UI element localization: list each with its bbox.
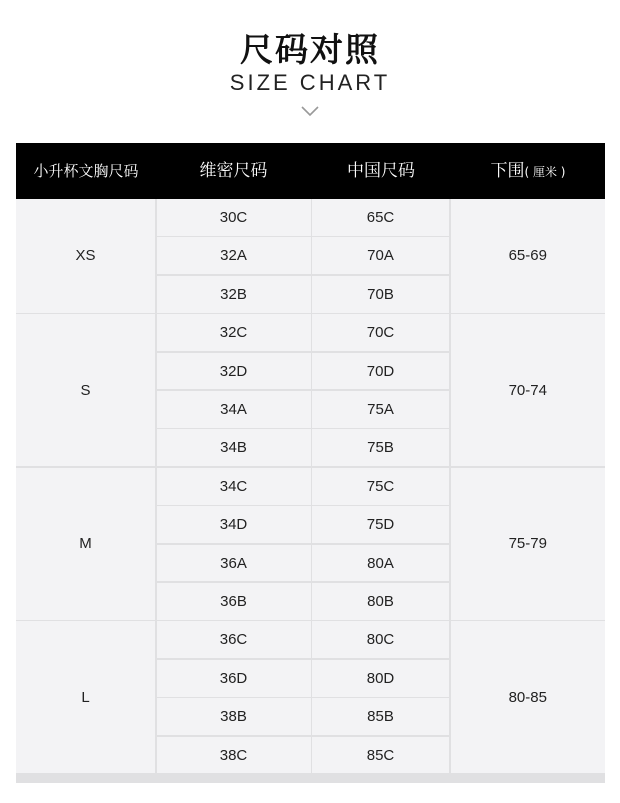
vs-size-cell: 34A — [157, 391, 311, 428]
table-header — [16, 143, 605, 199]
size-cell: M — [16, 468, 155, 620]
cn-size-cell: 80D — [312, 660, 449, 697]
header-brand-size: 小升杯文胸尺码 — [33, 162, 139, 180]
size-cell: L — [16, 621, 155, 773]
page-subtitle: SIZE CHART — [229, 70, 391, 95]
vs-size-cell: 34B — [157, 429, 311, 466]
table-body — [16, 199, 605, 783]
cn-size-cell: 65C — [312, 199, 449, 236]
vs-size-cell: 36B — [157, 583, 311, 620]
header-underbust-label: 下围 — [490, 161, 525, 181]
vs-size-cell: 32A — [157, 237, 311, 274]
vs-size-cell: 34C — [157, 468, 311, 505]
cn-size-cell: 75C — [312, 468, 449, 505]
vs-size-cell: 36C — [157, 621, 311, 658]
cn-size-cell: 85B — [312, 698, 449, 735]
header-underbust — [451, 143, 605, 199]
cn-size-cell: 80A — [312, 545, 449, 582]
cn-size-cell: 70A — [312, 237, 449, 274]
cn-size-cell: 80B — [312, 583, 449, 620]
cn-size-cell: 75D — [312, 506, 449, 543]
page-title: 尺码对照 — [240, 30, 380, 69]
header-cn-size: 中国尺码 — [347, 161, 415, 181]
vs-size-cell: 34D — [157, 506, 311, 543]
cn-size-cell: 70B — [312, 276, 449, 313]
size-chart-table — [16, 143, 605, 783]
underbust-cell: 70-74 — [451, 314, 606, 466]
header-vs-size: 维密尺码 — [199, 161, 268, 181]
cn-size-cell: 75B — [312, 429, 449, 466]
underbust-cell: 75-79 — [451, 468, 606, 620]
vs-size-cell: 36D — [157, 660, 311, 697]
cn-size-cell: 80C — [312, 621, 449, 658]
header-underbust-unit: ( 厘米 ) — [524, 165, 566, 179]
vs-size-cell: 32C — [157, 314, 311, 351]
vs-size-cell: 36A — [157, 545, 311, 582]
underbust-cell: 80-85 — [451, 621, 606, 773]
cn-size-cell: 70D — [312, 353, 449, 390]
vs-size-cell: 38B — [157, 698, 311, 735]
size-cell: XS — [16, 199, 155, 313]
vs-size-cell: 30C — [157, 199, 311, 236]
vs-size-cell: 32D — [157, 353, 311, 390]
cn-size-cell: 70C — [312, 314, 449, 351]
underbust-cell: 65-69 — [451, 199, 606, 313]
cn-size-cell: 75A — [312, 391, 449, 428]
vs-size-cell: 38C — [157, 737, 311, 774]
chevron-down-icon — [300, 104, 320, 118]
cn-size-cell: 85C — [312, 737, 449, 774]
vs-size-cell: 32B — [157, 276, 311, 313]
size-cell: S — [16, 314, 155, 466]
